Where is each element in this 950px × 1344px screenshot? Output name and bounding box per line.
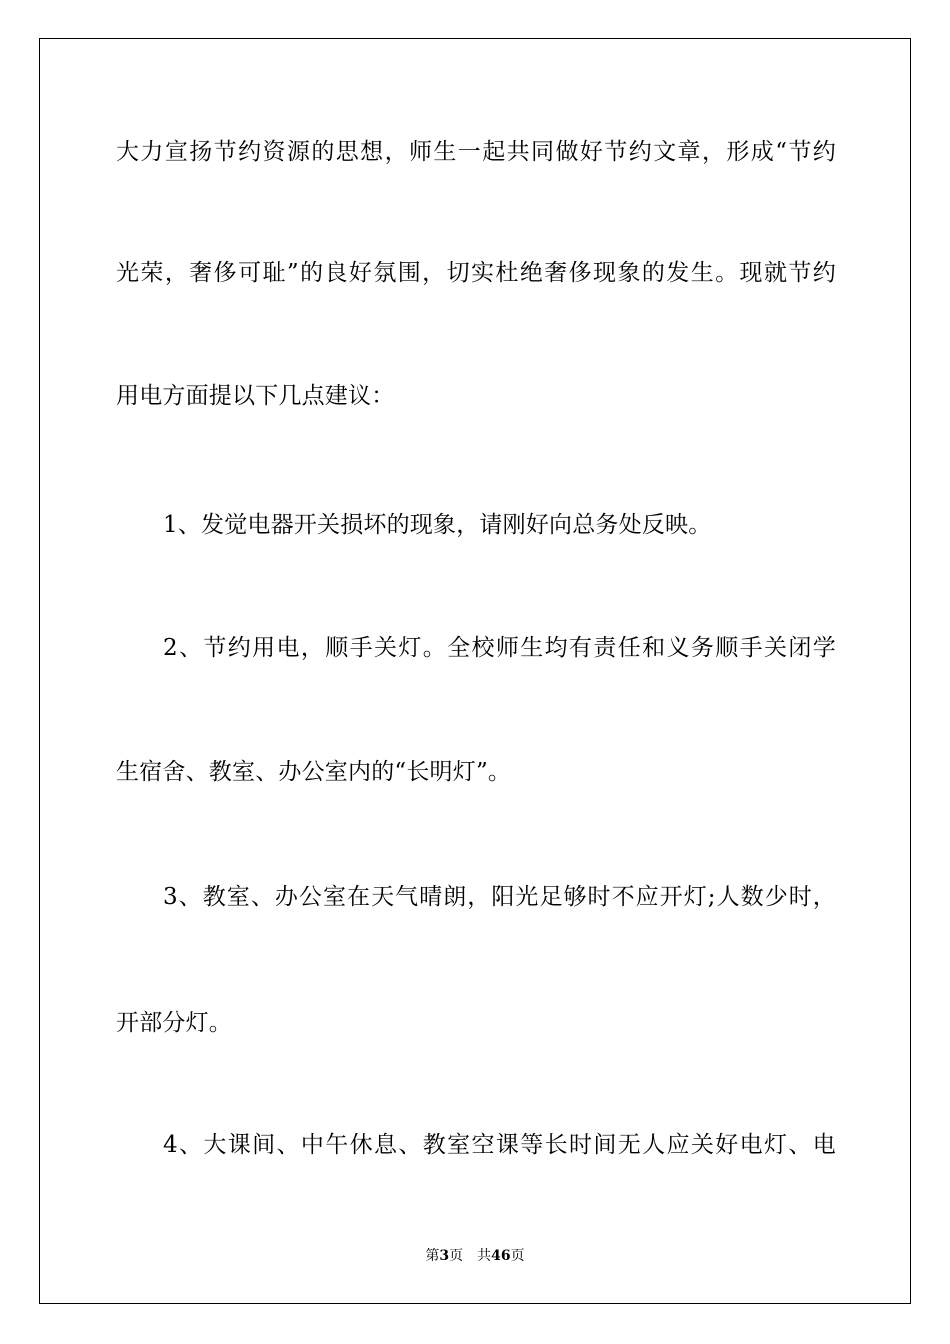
footer-total-suffix: 页 — [510, 1248, 525, 1264]
list-item-2-line-2: 生宿舍、教室、办公室内的“长明灯”。 — [116, 759, 512, 785]
footer-page-prefix: 第 — [425, 1248, 440, 1264]
list-item-3-line-1: 3、教室、办公室在天气晴朗，阳光足够时不应开灯;人数少时， — [163, 884, 836, 910]
footer-total-pages: 46 — [491, 1248, 511, 1264]
body-line-2: 光荣，奢侈可耻”的良好氛围，切实杜绝奢侈现象的发生。现就节约 — [116, 260, 836, 286]
list-item-1: 1、发觉电器开关损坏的现象，请刚好向总务处反映。 — [163, 512, 712, 538]
body-line-3: 用电方面提以下几点建议： — [116, 383, 395, 409]
footer-total-prefix: 共 — [477, 1248, 492, 1264]
footer-page-number: 3 — [439, 1248, 450, 1264]
list-item-2-line-1: 2、节约用电，顺手关灯。全校师生均有责任和义务顺手关闭学 — [163, 635, 836, 661]
page-footer — [0, 1247, 950, 1265]
list-item-3-line-2: 开部分灯。 — [116, 1010, 232, 1036]
page-border — [39, 38, 911, 1304]
list-item-4-line-1: 4、大课间、中午休息、教室空课等长时间无人应关好电灯、电 — [163, 1132, 836, 1158]
footer-page-suffix: 页 — [449, 1248, 464, 1264]
body-line-1: 大力宣扬节约资源的思想，师生一起共同做好节约文章，形成“节约 — [116, 139, 836, 165]
